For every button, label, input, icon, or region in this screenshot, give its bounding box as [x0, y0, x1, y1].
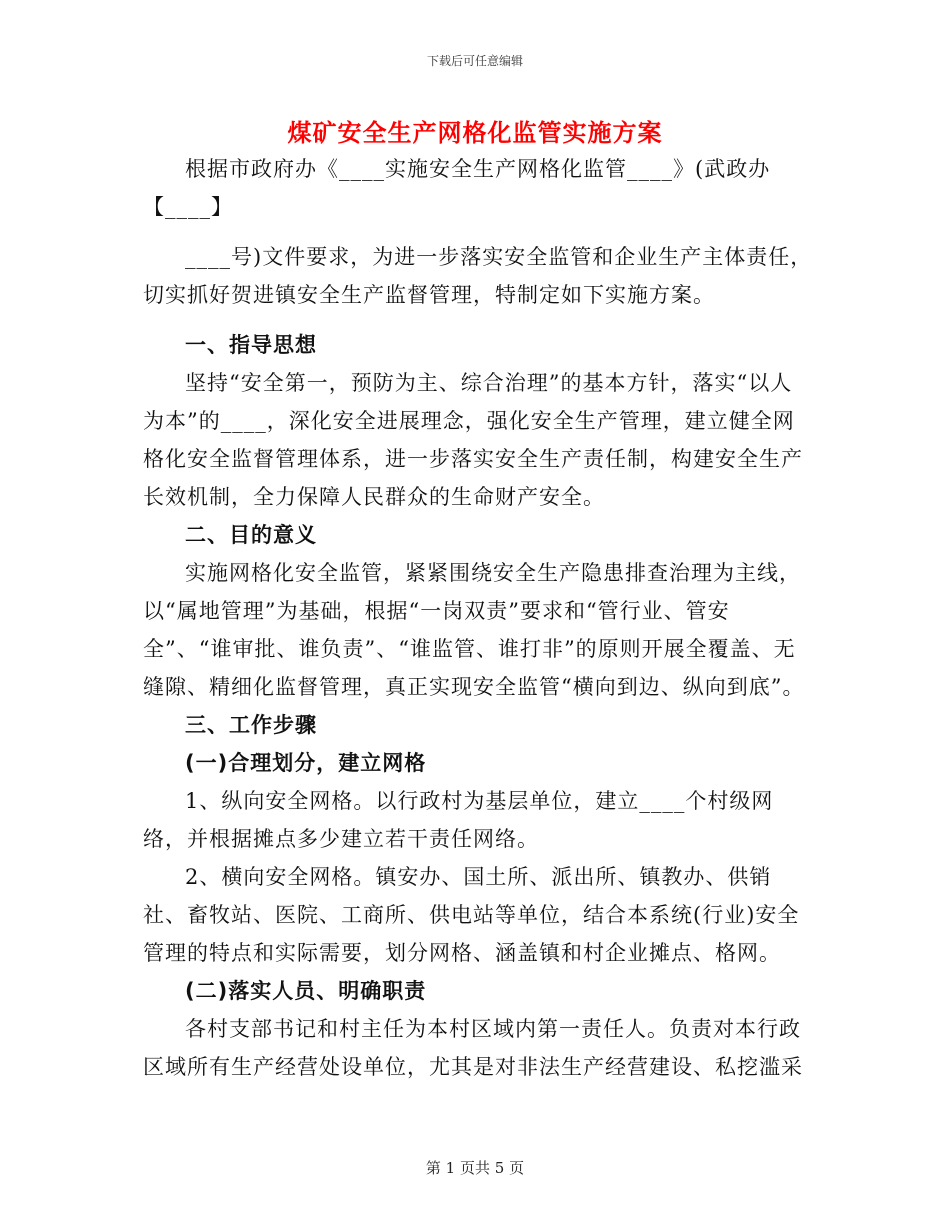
paragraph-7: 各村支部书记和村主任为本村区域内第一责任人。负责对本行政区域所有生产经营处设单位，尤其是对非法生产经营建设、私挖滥采 — [143, 1017, 803, 1079]
paragraph-4: 实施网格化安全监管，紧紧围绕安全生产隐患排查治理为主线，以“属地管理”为基础，根据“一岗双责”要求和“管行业、管安全”、“谁审批、谁负责”、“谁监管、谁打非”的原则开展全覆盖、无缝隙、精细化监督管理，真正实现安全监管“横向到边、纵向到底”。 — [143, 561, 805, 699]
document-body — [143, 150, 813, 1086]
subsection-heading-1: (一)合理划分，建立网格 — [185, 751, 427, 775]
paragraph-5: 1、纵向安全网格。以行政村为基层单位，建立____个村级网络，并根据摊点多少建立若干责任网络。 — [143, 789, 774, 851]
paragraph-2: ____号)文件要求，为进一步落实安全监管和企业生产主体责任，切实抓好贺进镇安全生产监督管理，特制定如下实施方案。 — [143, 245, 813, 307]
page-footer: 第 1 页共 5 页 — [425, 1159, 525, 1177]
subsection-heading-2: (二)落实人员、明确职责 — [185, 979, 427, 1003]
paragraph-6: 2、横向安全网格。镇安办、国土所、派出所、镇教办、供销社、畜牧站、医院、工商所、供电站等单位，结合本系统(行业)安全管理的特点和实际需要，划分网格、涵盖镇和村企业摊点、格网。 — [143, 865, 800, 965]
section-heading-1: 一、指导思想 — [185, 333, 317, 357]
section-heading-3: 三、工作步骤 — [185, 713, 317, 737]
header-note: 下载后可任意编辑 — [426, 54, 523, 68]
paragraph-3: 坚持“安全第一，预防为主、综合治理”的基本方针，落实“以人为本”的____，深化安全进展理念，强化安全生产管理，建立健全网格化安全监督管理体系，进一步落实安全生产责任制，构建安全生产长效机制，全力保障人民群众的生命财产安全。 — [143, 371, 803, 509]
document-title: 煤矿安全生产网格化监管实施方案 — [287, 119, 663, 147]
paragraph-1: 根据市政府办《____实施安全生产网格化监管____》(武政办【____】 — [143, 157, 771, 219]
section-heading-2: 二、目的意义 — [185, 523, 317, 547]
